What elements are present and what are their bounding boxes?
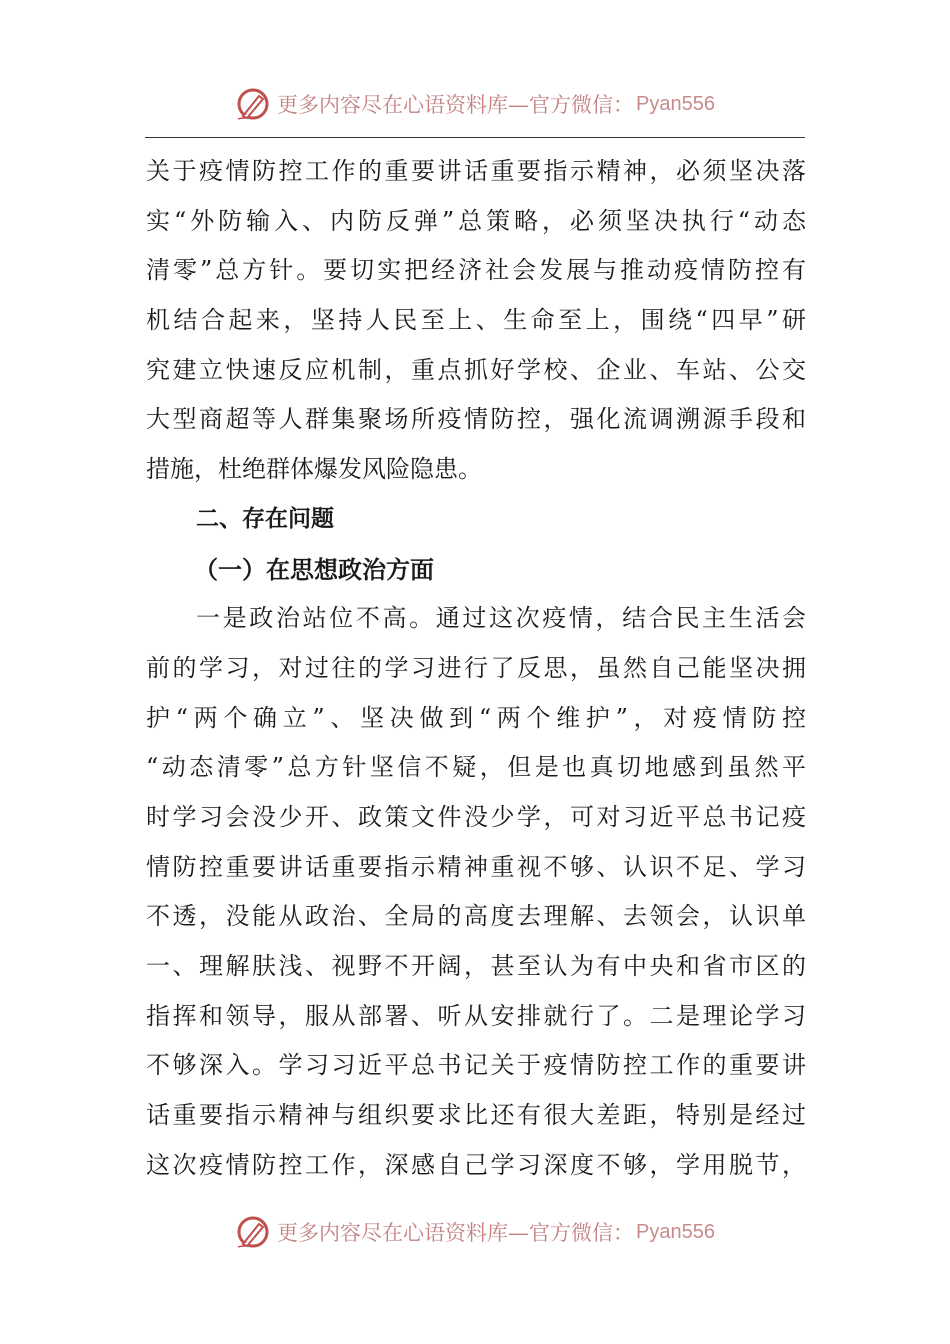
pen-logo-icon <box>235 86 271 122</box>
text-line: 究建立快速反应机制，重点抓好学校、企业、车站、公交 <box>146 355 806 384</box>
watermark-prefix: 更多内容尽在心语资料库—官方微信： <box>277 93 635 117</box>
footer-watermark <box>0 1212 950 1252</box>
text-line: 这次疫情防控工作，深感自己学习深度不够，学用脱节， <box>146 1150 806 1179</box>
document-body <box>146 147 806 1190</box>
text-line: 清零”总方针。要切实把经济社会发展与推动疫情防控有 <box>146 256 806 285</box>
text-line: 关于疫情防控工作的重要讲话重要指示精神，必须坚决落 <box>146 157 806 185</box>
watermark-prefix: 更多内容尽在心语资料库—官方微信： <box>277 1221 635 1245</box>
section-heading: 二、存在问题 <box>196 505 334 532</box>
text-line: 护“两个确立”、坚决做到“两个维护”，对疫情防控 <box>146 703 806 732</box>
header-divider <box>145 137 805 138</box>
text-line: 一、理解肤浅、视野不开阔，甚至认为有中央和省市区的 <box>146 952 806 980</box>
text-line: 指挥和领导，服从部署、听从安排就行了。二是理论学习 <box>146 1001 806 1030</box>
watermark-text <box>277 1217 715 1247</box>
text-line: 机结合起来，坚持人民至上、生命至上，围绕“四早”研 <box>146 306 806 335</box>
header-watermark <box>0 84 950 124</box>
text-line: “动态清零”总方针坚信不疑，但是也真切地感到虽然平 <box>146 753 806 782</box>
text-line: 情防控重要讲话重要指示精神重视不够、认识不足、学习 <box>146 852 806 881</box>
watermark-wechat-id: Pyan556 <box>636 92 715 115</box>
subsection-heading: （一）在思想政治方面 <box>194 554 434 584</box>
paragraph-continuation <box>146 147 806 495</box>
text-line: 一是政治站位不高。通过这次疫情，结合民主生活会 <box>196 604 806 633</box>
text-line: 前的学习，对过往的学习进行了反思，虽然自己能坚决拥 <box>146 653 806 682</box>
watermark-text <box>277 89 715 119</box>
text-line: 实“外防输入、内防反弹”总策略，必须坚决执行“动态 <box>146 206 806 235</box>
pen-logo-icon <box>235 1214 271 1250</box>
text-line: 措施，杜绝群体爆发风险隐患。 <box>146 455 482 484</box>
paragraph-problems <box>146 594 806 1190</box>
text-line: 不够深入。学习习近平总书记关于疫情防控工作的重要讲 <box>146 1051 806 1080</box>
text-line: 话重要指示精神与组织要求比还有很大差距，特别是经过 <box>146 1101 806 1130</box>
text-line: 大型商超等人群集聚场所疫情防控，强化流调溯源手段和 <box>146 405 806 434</box>
watermark-wechat-id: Pyan556 <box>636 1220 715 1243</box>
text-line: 时学习会没少开、政策文件没少学，可对习近平总书记疫 <box>146 802 806 831</box>
text-line: 不透，没能从政治、全局的高度去理解、去领会，认识单 <box>146 902 806 931</box>
